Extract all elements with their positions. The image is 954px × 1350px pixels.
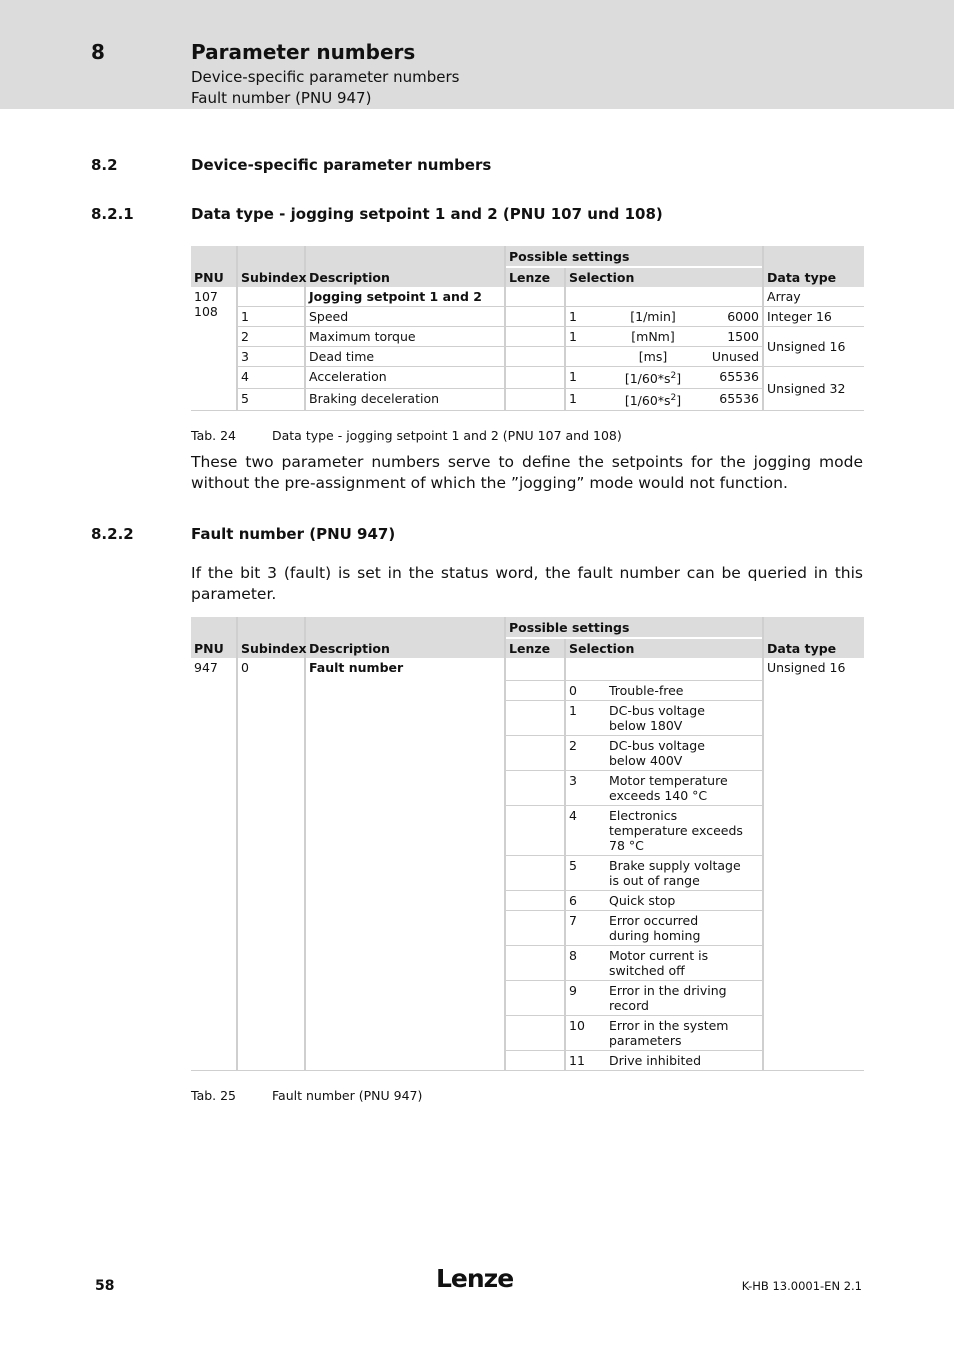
description-cell: Braking deceleration bbox=[305, 389, 505, 411]
selection-number: 7 bbox=[569, 912, 577, 928]
table-row bbox=[191, 367, 864, 389]
subindex-cell: 3 bbox=[237, 347, 305, 367]
selection-text: Drive inhibited bbox=[609, 1052, 702, 1068]
selection-number: 8 bbox=[569, 947, 577, 963]
description-cell: Dead time bbox=[305, 347, 505, 367]
selection-text: Error in the system parameters bbox=[609, 1017, 729, 1048]
selection-cell bbox=[565, 367, 763, 389]
selection-number: 1 bbox=[569, 391, 577, 407]
chapter-number: 8 bbox=[91, 40, 105, 64]
subindex-cell bbox=[237, 287, 305, 307]
header-selection: Selection bbox=[565, 267, 763, 287]
lenze-cell bbox=[505, 389, 565, 411]
subindex-cell: 2 bbox=[237, 327, 305, 347]
header-data-type: Data type bbox=[763, 617, 864, 658]
selection-text: Trouble-free bbox=[609, 682, 684, 698]
header-pnu: PNU bbox=[191, 246, 237, 287]
lenze-cell bbox=[505, 307, 565, 327]
selection-value: 65536 bbox=[719, 369, 760, 384]
section-8-2-2-number: 8.2.2 bbox=[91, 525, 134, 543]
chapter-subtitle-2: Fault number (PNU 947) bbox=[191, 89, 372, 107]
selection-cell bbox=[565, 307, 763, 327]
selection-text: DC-bus voltage below 400V bbox=[609, 737, 705, 768]
selection-cell bbox=[565, 658, 763, 680]
header-selection: Selection bbox=[565, 638, 763, 658]
pnu-cell bbox=[191, 287, 237, 411]
subindex-cell: 5 bbox=[237, 389, 305, 411]
selection-cell bbox=[565, 327, 763, 347]
selection-cell bbox=[565, 347, 763, 367]
caption-text: Fault number (PNU 947) bbox=[272, 1088, 423, 1103]
selection-number: 9 bbox=[569, 982, 577, 998]
selection-text: Motor temperature exceeds 140 °C bbox=[609, 772, 728, 803]
jogging-setpoint-table bbox=[191, 246, 864, 411]
table-row bbox=[191, 327, 864, 347]
selection-number bbox=[569, 349, 607, 364]
selection-number: 0 bbox=[569, 682, 577, 698]
description-cell: Speed bbox=[305, 307, 505, 327]
selection-unit: $[1/60*s^2]$ bbox=[624, 393, 682, 409]
selection-number: 1 bbox=[569, 369, 577, 384]
selection-unit: [1/min] bbox=[630, 309, 676, 324]
fault-number-table bbox=[191, 617, 864, 1071]
data-type-cell: Array bbox=[763, 287, 864, 307]
header-description: Description bbox=[305, 617, 505, 658]
selection-number: 4 bbox=[569, 807, 577, 823]
paragraph-jogging: These two parameter numbers serve to define the setpoints for the jogging mode without the pre-assignment of which the ”jogging” mode would not function. bbox=[191, 453, 863, 492]
header-possible-settings: Possible settings bbox=[505, 617, 763, 638]
selection-unit: $[1/60*s^2]$ bbox=[624, 371, 682, 387]
section-8-2-number: 8.2 bbox=[91, 156, 118, 174]
document-reference: K-HB 13.0001-EN 2.1 bbox=[741, 1279, 862, 1293]
pnu-108: 108 bbox=[194, 304, 218, 319]
chapter-title: Parameter numbers bbox=[191, 40, 416, 64]
pnu-cell: 947 bbox=[191, 658, 237, 1070]
section-8-2-1-number: 8.2.1 bbox=[91, 205, 134, 223]
section-8-2-1-title: Data type - jogging setpoint 1 and 2 (PNU 107 und 108) bbox=[191, 205, 663, 223]
selection-text: Quick stop bbox=[609, 892, 676, 908]
table-row bbox=[191, 287, 864, 307]
table-row bbox=[191, 307, 864, 327]
selection-cell bbox=[565, 287, 763, 307]
selection-number: 6 bbox=[569, 892, 577, 908]
lenze-cell bbox=[505, 327, 565, 347]
section-8-2-title: Device-specific parameter numbers bbox=[191, 156, 492, 174]
description-cell: Fault number bbox=[305, 658, 505, 1070]
lenze-cell bbox=[505, 287, 565, 307]
selection-value: 6000 bbox=[727, 309, 760, 324]
selection-text: Electronics temperature exceeds 78 °C bbox=[609, 807, 743, 853]
caption-label: Tab. 25 bbox=[191, 1088, 237, 1103]
description-cell: Jogging setpoint 1 and 2 bbox=[305, 287, 505, 307]
header-subindex: Subindex bbox=[237, 617, 305, 658]
paragraph-fault: If the bit 3 (fault) is set in the status word, the fault number can be queried in this parameter. bbox=[191, 564, 863, 603]
chapter-header bbox=[0, 0, 954, 109]
table-25-caption bbox=[191, 1088, 422, 1103]
header-lenze: Lenze bbox=[505, 267, 565, 287]
lenze-cell bbox=[505, 658, 565, 680]
header-possible-settings: Possible settings bbox=[505, 246, 763, 267]
selection-number: 2 bbox=[569, 737, 577, 753]
caption-text: Data type - jogging setpoint 1 and 2 (PNU 107 and 108) bbox=[272, 428, 622, 443]
selection-number: 5 bbox=[569, 857, 577, 873]
pnu-107: 107 bbox=[194, 289, 218, 304]
selection-text: Error in the driving record bbox=[609, 982, 727, 1013]
data-type-cell: Unsigned 32 bbox=[763, 367, 864, 411]
selection-value: 65536 bbox=[719, 391, 760, 407]
header-lenze: Lenze bbox=[505, 638, 565, 658]
header-pnu: PNU bbox=[191, 617, 237, 658]
selection-text: Brake supply voltage is out of range bbox=[609, 857, 741, 888]
description-cell: Maximum torque bbox=[305, 327, 505, 347]
header-description: Description bbox=[305, 246, 505, 287]
table-24-caption bbox=[191, 428, 622, 443]
section-8-2-2-title: Fault number (PNU 947) bbox=[191, 525, 396, 543]
selection-number: 1 bbox=[569, 329, 577, 344]
selection-unit: [ms] bbox=[638, 349, 668, 364]
selection-number: 3 bbox=[569, 772, 577, 788]
selection-number: 1 bbox=[569, 702, 577, 718]
data-type-cell: Integer 16 bbox=[763, 307, 864, 327]
table-row bbox=[191, 658, 864, 680]
header-data-type: Data type bbox=[763, 246, 864, 287]
subindex-cell: 4 bbox=[237, 367, 305, 389]
selection-number: 11 bbox=[569, 1052, 585, 1068]
lenze-cell bbox=[505, 347, 565, 367]
selection-cell bbox=[565, 389, 763, 411]
subindex-cell: 0 bbox=[237, 658, 305, 1070]
selection-value: Unused bbox=[711, 349, 760, 364]
selection-value: 1500 bbox=[727, 329, 760, 344]
lenze-logo: Lenze bbox=[436, 1264, 514, 1293]
selection-text: DC-bus voltage below 180V bbox=[609, 702, 705, 733]
lenze-cell bbox=[505, 367, 565, 389]
selection-text: Motor current is switched off bbox=[609, 947, 709, 978]
description-cell: Acceleration bbox=[305, 367, 505, 389]
selection-number: 10 bbox=[569, 1017, 585, 1033]
page-number: 58 bbox=[95, 1278, 115, 1294]
subindex-cell: 1 bbox=[237, 307, 305, 327]
selection-number: 1 bbox=[569, 309, 577, 324]
header-subindex: Subindex bbox=[237, 246, 305, 287]
selection-unit: [mNm] bbox=[631, 329, 675, 344]
selection-text: Error occurred during homing bbox=[609, 912, 701, 943]
data-type-cell: Unsigned 16 bbox=[763, 658, 864, 1070]
caption-label: Tab. 24 bbox=[191, 428, 237, 443]
chapter-subtitle-1: Device-specific parameter numbers bbox=[191, 68, 460, 86]
data-type-cell: Unsigned 16 bbox=[763, 327, 864, 367]
